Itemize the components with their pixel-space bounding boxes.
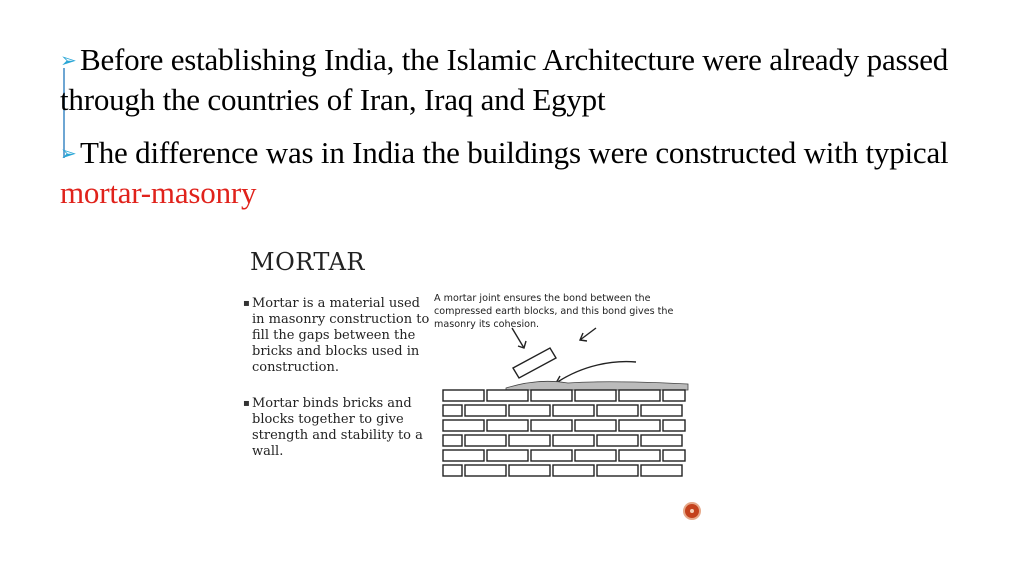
- brick: [443, 435, 462, 446]
- brick: [597, 405, 638, 416]
- brick: [465, 435, 506, 446]
- brick: [641, 405, 682, 416]
- brick: [465, 465, 506, 476]
- brick: [487, 450, 528, 461]
- bullet-item: [60, 40, 960, 119]
- brick: [443, 450, 484, 461]
- brick: [575, 420, 616, 431]
- brick: [465, 405, 506, 416]
- brick: [487, 420, 528, 431]
- brick: [663, 450, 685, 461]
- figure-title: MORTAR: [250, 248, 365, 276]
- brick: [531, 450, 572, 461]
- arrowhead-bullet-icon: ➢: [60, 141, 77, 165]
- brick: [443, 465, 462, 476]
- figure-list-item: ▪ Mortar is a material used in masonry construction to fill the gaps between the bricks and blocks used in construction.: [244, 296, 430, 376]
- brick: [597, 435, 638, 446]
- brick: [553, 405, 594, 416]
- arrowhead-bullet-icon: ➢: [60, 48, 77, 72]
- brick: [509, 435, 550, 446]
- brick: [487, 390, 528, 401]
- brick: [531, 390, 572, 401]
- brick: [553, 435, 594, 446]
- brick: [509, 405, 550, 416]
- brick: [553, 465, 594, 476]
- brick: [443, 420, 484, 431]
- mortar-figure: [238, 240, 713, 480]
- brick-wall-illustration: [438, 320, 698, 480]
- bullet-text: The difference was in India the buildings were constructed with typical: [80, 135, 949, 170]
- brick: [663, 420, 685, 431]
- brick: [619, 420, 660, 431]
- bullet-text: Before establishing India, the Islamic Architecture were already passed through the countries of Iran, Iraq and Egypt: [60, 42, 949, 117]
- brick: [597, 465, 638, 476]
- brick: [531, 420, 572, 431]
- brick: [641, 465, 682, 476]
- brick: [641, 435, 682, 446]
- brick: [575, 450, 616, 461]
- brick: [443, 390, 484, 401]
- brick: [443, 405, 462, 416]
- brick: [619, 450, 660, 461]
- brick: [575, 390, 616, 401]
- bullet-list: [60, 40, 960, 226]
- brick: [619, 390, 660, 401]
- highlighted-term: mortar-masonry: [60, 175, 257, 210]
- figure-list: [244, 296, 430, 480]
- bullet-item: [60, 133, 960, 212]
- seal-badge-icon: [683, 502, 701, 520]
- figure-caption: A mortar joint ensures the bond between the compressed earth blocks, and this bond gives the masonry its cohesion.: [434, 293, 674, 330]
- figure-list-item: ▪ Mortar binds bricks and blocks together to give strength and stability to a wall.: [244, 396, 430, 460]
- brick: [663, 390, 685, 401]
- brick: [509, 465, 550, 476]
